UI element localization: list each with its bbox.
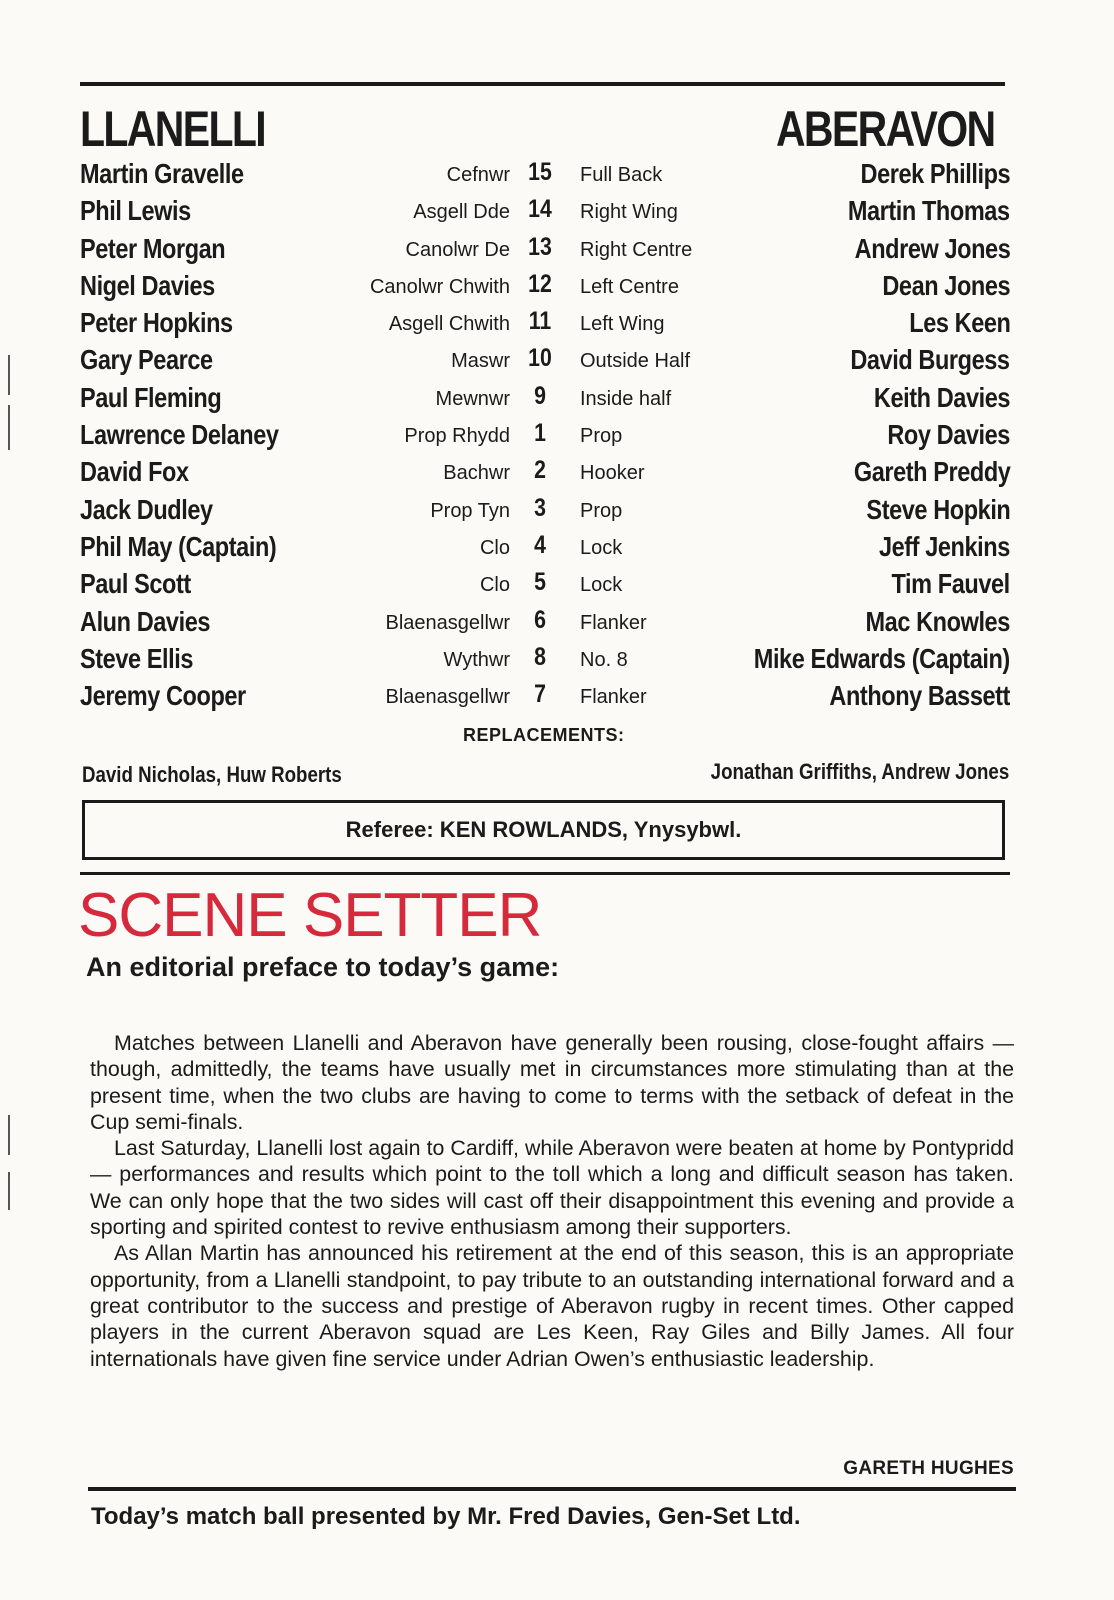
lineup-row [80, 307, 1010, 344]
welsh-position: Prop Tyn [430, 499, 510, 522]
away-replacements: Jonathan Griffiths, Andrew Jones [710, 759, 1009, 784]
lineup-row [80, 419, 1010, 456]
shirt-number: 9 [534, 381, 546, 410]
home-player-name: Phil Lewis [80, 195, 191, 227]
welsh-position: Cefnwr [446, 164, 510, 186]
welsh-position: Asgell Dde [413, 201, 510, 224]
lineup-row [80, 568, 1010, 605]
english-position: Outside Half [580, 350, 691, 373]
lineup-row [80, 531, 1010, 568]
editorial-paragraph: Last Saturday, Llanelli lost again to Cardiff, while Aberavon were beaten at home by Pontypridd — performances and results which point to the toll which a long and difficult season has taken. We can only hope that the two sides will cast off their disappointment this evening and provide a sporting and spirited contest to revive enthusiasm among their supporters. [90, 1136, 1014, 1240]
referee-text: Referee: KEN ROWLANDS, Ynysybwl. [345, 817, 742, 842]
english-position: Right Wing [580, 201, 678, 224]
shirt-number: 6 [534, 605, 546, 634]
lineup-row [80, 195, 1010, 232]
lineup-row [80, 494, 1010, 531]
away-player-name: Gareth Preddy [853, 456, 1010, 488]
match-ball-credit: Today’s match ball presented by Mr. Fred Davies, Gen-Set Ltd. [91, 1503, 801, 1530]
english-position: Flanker [580, 686, 647, 709]
welsh-position: Canolwr Chwith [369, 275, 510, 298]
lineup-table [80, 158, 1010, 717]
shirt-number: 1 [534, 419, 546, 448]
welsh-position: Prop Rhydd [404, 425, 510, 448]
bottom-rule [88, 1487, 1016, 1491]
away-player-name: Roy Davies [887, 419, 1010, 451]
english-position: No. 8 [580, 648, 628, 671]
english-position: Full Back [580, 164, 663, 186]
scene-setter-title: SCENE SETTER [78, 881, 542, 950]
home-player-name: Peter Morgan [80, 232, 226, 264]
binding-mark [8, 355, 10, 395]
home-player-name: Martin Gravelle [80, 158, 244, 189]
lineup-row [80, 606, 1010, 643]
lineup-row [80, 643, 1010, 680]
home-player-name: Lawrence Delaney [80, 419, 279, 451]
shirt-number: 3 [534, 493, 546, 522]
away-player-name: Andrew Jones [854, 232, 1010, 264]
shirt-number: 7 [534, 680, 546, 709]
lineup-row [80, 233, 1010, 270]
binding-mark [8, 1115, 10, 1155]
away-player-name: Dean Jones [882, 269, 1010, 301]
welsh-position: Wythwr [443, 648, 510, 671]
editorial-paragraph: As Allan Martin has announced his retirement at the end of this season, this is an appropriate opportunity, from a Llanelli standpoint, to pay tribute to an outstanding international forward and a great contributor to the success and prestige of Aberavon rugby in recent times. Other capped players in the current Aberavon squad are Les Keen, Ray Giles and Billy James. All four internationals have given fine service under Adrian Owen’s enthusiastic leadership. [90, 1241, 1014, 1371]
home-replacements: David Nicholas, Huw Roberts [82, 762, 342, 787]
home-player-name: Phil May (Captain) [80, 530, 277, 562]
away-player-name: Mike Edwards (Captain) [753, 642, 1010, 674]
english-position: Lock [580, 574, 623, 597]
author-byline: GARETH HUGHES [843, 1458, 1014, 1479]
lineup-row [80, 680, 1010, 717]
welsh-position: Maswr [451, 350, 510, 373]
welsh-position: Clo [479, 574, 510, 597]
shirt-number: 4 [534, 530, 546, 559]
editorial-paragraph: Matches between Llanelli and Aberavon have generally been rousing, close-fought affairs — though, admittedly, the teams have usually met in circumstances more stimulating than at the present time, when the two clubs are having to come to terms with the setback of defeat in the Cup semi-finals. [90, 1031, 1014, 1134]
away-player-name: Anthony Bassett [829, 680, 1010, 712]
scene-setter-subtitle: An editorial preface to today’s game: [86, 952, 560, 982]
english-position: Lock [580, 536, 623, 559]
away-player-name: Keith Davies [873, 381, 1010, 413]
lineup-row [80, 270, 1010, 307]
shirt-number: 10 [528, 344, 552, 373]
welsh-position: Asgell Chwith [388, 313, 510, 336]
home-player-name: Alun Davies [80, 605, 211, 637]
away-player-name: Mac Knowles [865, 605, 1010, 637]
home-team-title: LLANELLI [80, 101, 266, 157]
english-position: Prop [580, 499, 623, 522]
english-position: Left Wing [580, 313, 665, 336]
english-position: Prop [580, 425, 623, 448]
home-player-name: Jeremy Cooper [80, 680, 246, 712]
away-player-name: Tim Fauvel [891, 568, 1010, 600]
shirt-number: 12 [528, 269, 552, 298]
lineup-row [80, 344, 1010, 381]
away-team-title: ABERAVON [775, 101, 994, 157]
replacements-title: REPLACEMENTS: [463, 725, 625, 745]
home-player-name: Jack Dudley [80, 493, 213, 525]
welsh-position: Blaenasgellwr [385, 686, 510, 709]
middle-rule [80, 872, 1010, 875]
shirt-number: 14 [528, 195, 552, 224]
away-player-name: Les Keen [908, 307, 1010, 339]
editorial-body [90, 1030, 1014, 1372]
top-rule [80, 82, 1005, 86]
english-position: Flanker [580, 611, 647, 634]
home-player-name: Steve Ellis [80, 642, 194, 674]
away-player-name: Martin Thomas [848, 195, 1010, 227]
home-player-name: Paul Fleming [80, 381, 222, 413]
english-position: Inside half [580, 387, 672, 410]
welsh-position: Canolwr De [405, 238, 510, 261]
referee-box [82, 800, 1005, 860]
away-player-name: Steve Hopkin [866, 493, 1010, 525]
away-player-name: David Burgess [850, 344, 1010, 376]
welsh-position: Bachwr [443, 462, 510, 485]
away-player-name: Derek Phillips [860, 158, 1010, 189]
shirt-number: 5 [534, 568, 546, 597]
shirt-number: 11 [528, 307, 552, 336]
english-position: Right Centre [580, 238, 693, 261]
shirt-number: 2 [534, 456, 546, 485]
binding-mark [8, 1172, 10, 1210]
english-position: Left Centre [580, 275, 679, 298]
shirt-number: 8 [534, 642, 546, 671]
home-player-name: Gary Pearce [80, 344, 213, 376]
binding-mark [8, 405, 10, 450]
shirt-number: 15 [528, 158, 552, 186]
lineup-row [80, 158, 1010, 195]
welsh-position: Blaenasgellwr [385, 611, 510, 634]
welsh-position: Mewnwr [435, 387, 510, 410]
lineup-row [80, 456, 1010, 493]
welsh-position: Clo [479, 536, 510, 559]
home-player-name: Paul Scott [80, 568, 191, 600]
english-position: Hooker [580, 462, 645, 485]
home-player-name: David Fox [80, 456, 189, 488]
lineup-row [80, 382, 1010, 419]
home-player-name: Nigel Davies [80, 269, 215, 301]
shirt-number: 13 [528, 232, 552, 261]
home-player-name: Peter Hopkins [80, 307, 233, 339]
away-player-name: Jeff Jenkins [879, 530, 1010, 562]
